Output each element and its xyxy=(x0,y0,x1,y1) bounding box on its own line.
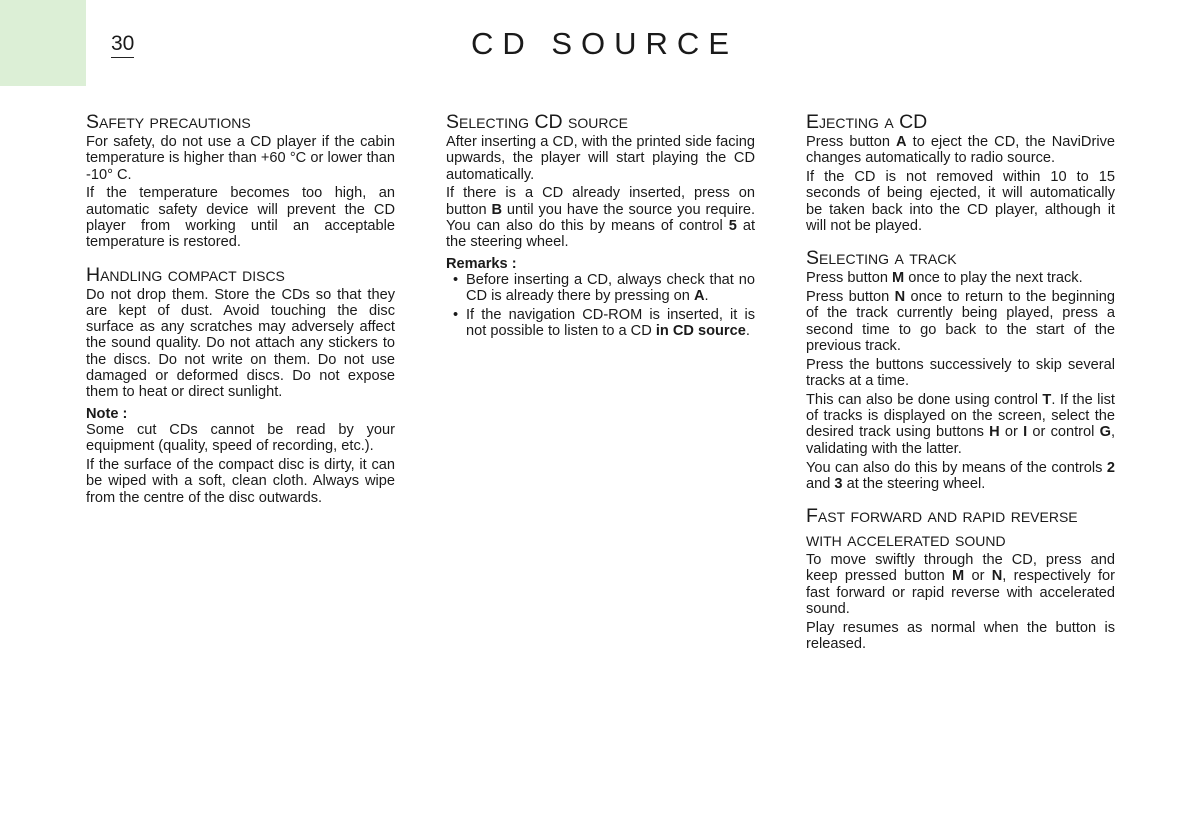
text-run: . If the list of tracks is displayed on the screen, select the desired track using buttons xyxy=(806,391,1115,441)
track-paragraph-2 xyxy=(806,289,1115,354)
remarks-list xyxy=(446,272,755,340)
text-run: and xyxy=(806,475,835,492)
ff-paragraph-2: Play resumes as normal when the button is released. xyxy=(806,619,1115,653)
heading-part: Selecting xyxy=(446,111,535,133)
button-ref: N xyxy=(894,289,906,306)
note-label: Note : xyxy=(86,405,128,422)
safety-paragraph-2: If the temperature becomes too high, an automatic safety device will prevent the CD player from working until an acceptable temperature is restored. xyxy=(86,185,395,251)
heading-part: Ejecting a xyxy=(806,111,900,133)
text-run: If the navigation CD-ROM is inserted, it is not possible to listen to a CD xyxy=(466,306,755,340)
list-item xyxy=(446,272,755,305)
button-ref: A xyxy=(896,134,907,150)
column-middle xyxy=(446,110,755,342)
heading-selecting-cd-source xyxy=(446,110,755,134)
safety-paragraph-1: For safety, do not use a CD player if the cabin temperature is higher than +60 °C or lower than -10° C. xyxy=(86,134,395,183)
button-ref: B xyxy=(491,201,502,218)
note-paragraph-2: If the surface of the compact disc is dirty, it can be wiped with a soft, clean cloth. Always wipe from the centre of the disc outwards. xyxy=(86,457,395,506)
text-run: at the steering wheel. xyxy=(842,475,986,492)
text-run: or xyxy=(999,424,1024,441)
text-run: or control xyxy=(1027,424,1100,441)
text-run: once to return to the beginning of the track currently being played, press a second time to go back to the start of the previous track. xyxy=(806,289,1115,354)
button-ref: H xyxy=(989,424,1000,441)
heading-fast-forward: Fast forward and rapid reverse xyxy=(806,505,1078,528)
heading-fast-forward-sub: with accelerated sound xyxy=(806,529,1006,552)
text-run: once to play the next track. xyxy=(904,270,1083,287)
control-ref: G xyxy=(1099,424,1111,441)
heading-part-cd: CD xyxy=(534,111,563,133)
text-run: Press button xyxy=(806,134,897,150)
button-ref: M xyxy=(892,270,905,287)
button-ref: M xyxy=(952,568,965,585)
heading-handling-discs: Handling compact discs xyxy=(86,263,285,286)
emphasis: in CD source xyxy=(655,323,746,340)
text-run: To move swiftly through the CD, press and keep pressed button xyxy=(806,552,1115,585)
list-item xyxy=(446,307,755,340)
text-run: . xyxy=(745,323,750,340)
text-run: Press button xyxy=(806,270,892,287)
remarks-label: Remarks : xyxy=(446,255,517,272)
page-title: CD SOURCE xyxy=(470,26,738,61)
source-paragraph-1: After inserting a CD, with the printed side facing upwards, the player will start playing the CD automatically. xyxy=(446,134,755,183)
bullet-icon: • xyxy=(453,306,459,323)
control-ref: 5 xyxy=(728,217,737,234)
column-left xyxy=(86,110,395,508)
text-run: Before inserting a CD, always check that no CD is already there by pressing on xyxy=(466,271,755,305)
control-ref: 2 xyxy=(1106,459,1115,476)
heading-safety-precautions: Safety precautions xyxy=(86,111,251,133)
text-run: This can also be done using control xyxy=(806,391,1043,408)
text-run: , respectively for fast forward or rapid reverse with accelerated sound. xyxy=(806,568,1115,618)
button-ref: A xyxy=(693,288,705,305)
ff-paragraph-1 xyxy=(806,552,1115,617)
button-ref: N xyxy=(991,568,1003,585)
track-paragraph-5 xyxy=(806,460,1115,493)
text-run: If there is a CD already inserted, press on button xyxy=(446,185,755,218)
page-number: 30 xyxy=(111,32,134,58)
eject-paragraph-1 xyxy=(806,134,1115,167)
text-run: to eject the CD, the NaviDrive changes automatically to radio source. xyxy=(806,134,1115,167)
text-run: or xyxy=(964,568,992,585)
text-run: , validating with the latter. xyxy=(806,424,1116,457)
heading-selecting-track: Selecting a track xyxy=(806,247,957,270)
heading-part-cd: CD xyxy=(899,111,928,133)
text-run: Press button xyxy=(806,289,895,306)
eject-paragraph-2: If the CD is not removed within 10 to 15 seconds of being ejected, it will automatically be taken back into the CD player, although it will not be played. xyxy=(806,169,1115,234)
text-run: at the steering wheel. xyxy=(446,217,755,251)
text-run: . xyxy=(704,288,709,305)
source-paragraph-2 xyxy=(446,185,755,250)
handling-paragraph: Do not drop them. Store the CDs so that they are kept of dust. Avoid touching the disc surface as any scratches may adversely affect the sound quality. Do not attach any stickers to the discs. Do not write on them. Do not use damaged or deformed discs. Do not expose them to heat or direct sunlight. xyxy=(86,286,395,401)
control-ref: T xyxy=(1042,391,1052,408)
control-ref: 3 xyxy=(834,475,843,492)
text-run: until you have the source you require. You can also do this by means of control xyxy=(446,201,755,234)
bullet-icon: • xyxy=(453,271,459,288)
track-paragraph-1 xyxy=(806,270,1115,286)
text-run: You can also do this by means of the controls xyxy=(806,459,1107,476)
track-paragraph-3: Press the buttons successively to skip several tracks at a time. xyxy=(806,356,1115,390)
button-ref: I xyxy=(1023,424,1028,441)
column-right xyxy=(806,110,1115,655)
note-paragraph-1: Some cut CDs cannot be read by your equipment (quality, speed of recording, etc.). xyxy=(86,421,395,455)
heading-part: source xyxy=(562,111,628,133)
heading-ejecting-cd xyxy=(806,110,1115,134)
track-paragraph-4 xyxy=(806,392,1115,457)
